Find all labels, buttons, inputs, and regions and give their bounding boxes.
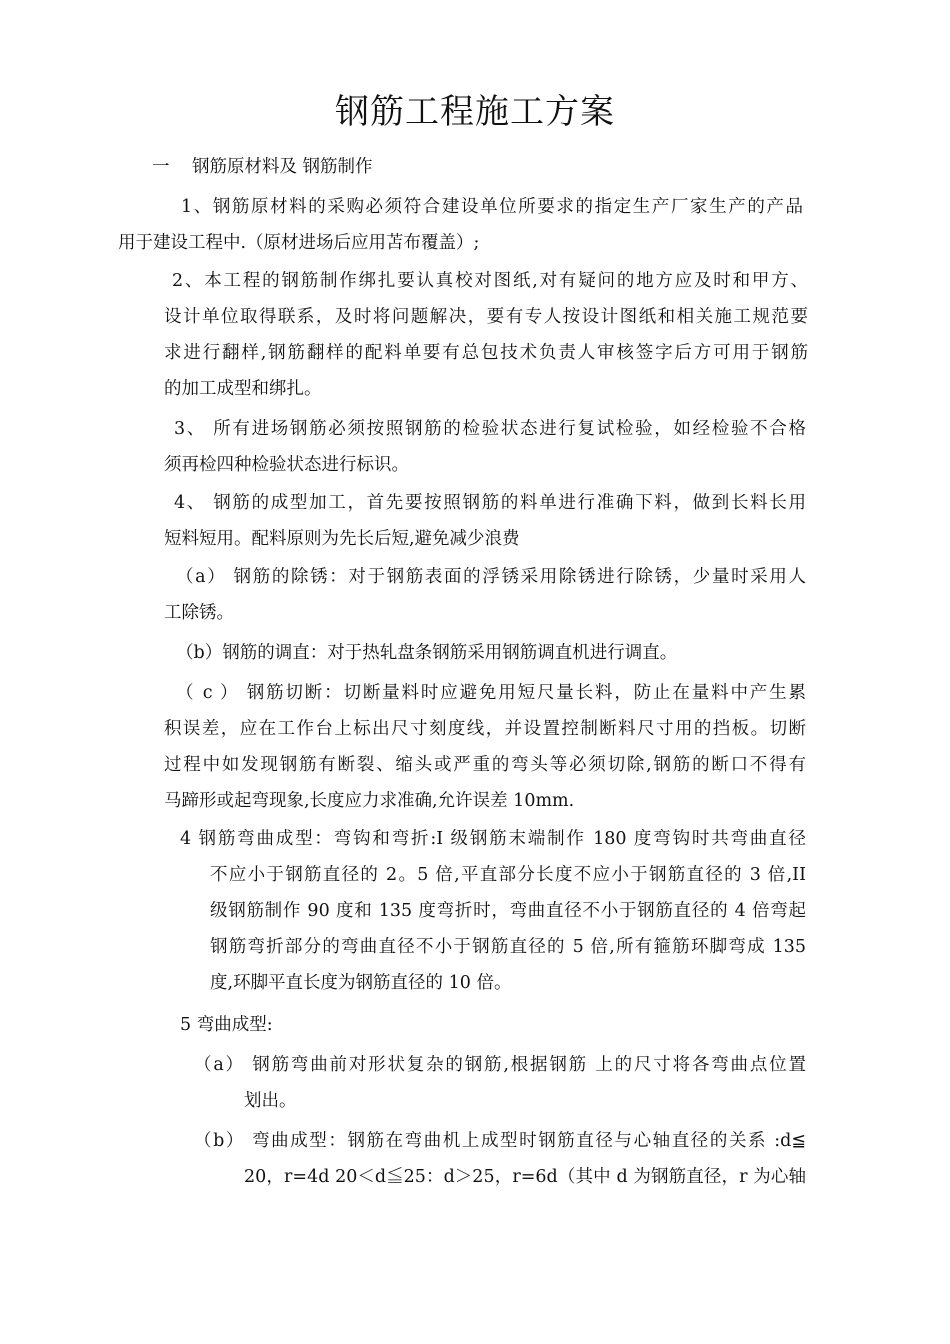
paragraph-line: 不应小于钢筋直径的 2。5 倍,平直部分长度不应小于钢筋直径的 3 倍,II — [210, 865, 806, 885]
paragraph-line: 级钢筋制作 90 度和 135 度弯折时，弯曲直径不小于钢筋直径的 4 倍弯起 — [210, 901, 806, 921]
paragraph-line: 短料短用。配料原则为先长后短,避免减少浪费 — [164, 529, 520, 549]
section-number: 一 — [152, 157, 170, 177]
paragraph-line: 用于建设工程中.（原材进场后应用苫布覆盖）; — [118, 233, 480, 253]
paragraph-line: 3、 所有进场钢筋必须按照钢筋的检验状态进行复试检验，如经检验不合格 — [174, 419, 806, 439]
paragraph-line: （ c ） 钢筋切断：切断量料时应避免用短尺量长料，防止在量料中产生累 — [176, 683, 806, 703]
paragraph-line: 钢筋弯折部分的弯曲直径不小于钢筋直径的 5 倍,所有箍筋环脚弯成 135 — [210, 937, 806, 957]
paragraph-line: 4 钢筋弯曲成型：弯钩和弯折:I 级钢筋末端制作 180 度弯钩时共弯曲直径 — [180, 829, 806, 849]
paragraph-line: （a） 钢筋弯曲前对形状复杂的钢筋,根据钢筋 上的尺寸将各弯曲点位置 — [194, 1055, 806, 1075]
paragraph-line: 马蹄形或起弯现象,长度应力求准确,允许误差 10mm. — [164, 791, 575, 811]
paragraph-line: 须再检四种检验状态进行标识。 — [164, 455, 409, 475]
section-heading: 钢筋原材料及 钢筋制作 — [192, 157, 373, 177]
paragraph-line: 4、 钢筋的成型加工，首先要按照钢筋的料单进行准确下料，做到长料长用 — [174, 493, 806, 513]
paragraph-line: （b）钢筋的调直：对于热轧盘条钢筋采用钢筋调直机进行调直。 — [176, 643, 678, 663]
paragraph-line: 度,环脚平直长度为钢筋直径的 10 倍。 — [210, 973, 512, 993]
paragraph-line: 2、本工程的钢筋制作绑扎要认真校对图纸,对有疑问的地方应及时和甲方、 — [172, 271, 808, 291]
paragraph-line: 求进行翻样,钢筋翻样的配料单要有总包技术负责人审核签字后方可用于钢筋 — [164, 343, 808, 363]
paragraph-line: 的加工成型和绑扎。 — [164, 379, 322, 399]
paragraph-line: 过程中如发现钢筋有断裂、缩头或严重的弯头等必须切除,钢筋的断口不得有 — [164, 755, 806, 775]
paragraph-line: 划出。 — [244, 1091, 297, 1111]
paragraph-line: （a） 钢筋的除锈：对于钢筋表面的浮锈采用除锈进行除锈，少量时采用人 — [176, 567, 806, 587]
paragraph-line: 20，r=4d 20＜d≦25：d＞25，r=6d（其中 d 为钢筋直径，r 为心轴 — [244, 1167, 806, 1187]
paragraph-line: （b） 弯曲成型：钢筋在弯曲机上成型时钢筋直径与心轴直径的关系 :d≦ — [194, 1131, 806, 1151]
paragraph-line: 设计单位取得联系，及时将问题解决，要有专人按设计图纸和相关施工规范要 — [164, 307, 808, 327]
paragraph-line: 5 弯曲成型: — [180, 1015, 273, 1035]
paragraph-line: 1、钢筋原材料的采购必须符合建设单位所要求的指定生产厂家生产的产品 — [181, 197, 803, 217]
paragraph-line: 工除锈。 — [164, 603, 234, 623]
paragraph-line: 积误差，应在工作台上标出尺寸刻度线，并设置控制断料尺寸用的挡板。切断 — [164, 719, 806, 739]
document-title: 钢筋工程施工方案 — [335, 92, 615, 132]
